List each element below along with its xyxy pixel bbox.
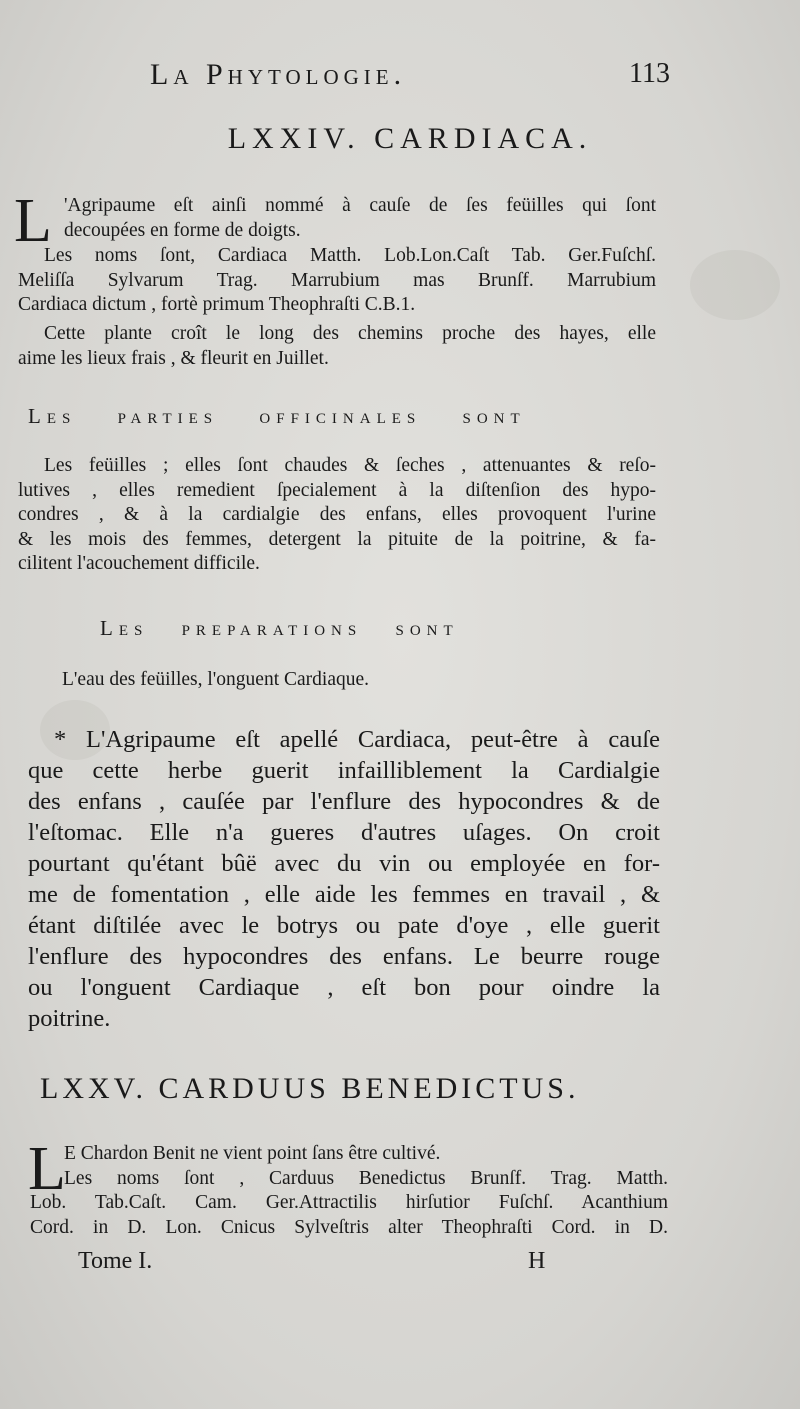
text-line: Cord. in D. Lon. Cnicus Sylveſtris alter Theophraſti Cord. in D. xyxy=(30,1216,668,1238)
preparations-line: L'eau des feüilles, l'onguent Cardiaque. xyxy=(62,669,370,690)
text-line: * L'Agripaume eſt apellé Cardiaca, peut-être à cauſe xyxy=(54,726,660,753)
paper-stain xyxy=(690,250,780,320)
volume-footer: Tome I. xyxy=(78,1248,153,1274)
text-line: pourtant qu'étant bûë avec du vin ou employée en for- xyxy=(28,850,660,877)
text-line: me de fomentation , elle aide les femmes en travail , & xyxy=(28,881,660,908)
text-line: l'enflure des hypocondres des enfans. Le beurre rouge xyxy=(28,943,660,970)
text-line: que cette herbe guerit infailliblement la Cardialgie xyxy=(28,757,660,784)
text-line: decoupées en forme de doigts. xyxy=(64,219,301,241)
text-line: Meliſſa Sylvarum Trag. Marrubium mas Brunſf. Marrubium xyxy=(18,269,656,291)
carduus-paragraph-cont xyxy=(30,1191,668,1240)
noms-paragraph xyxy=(18,244,656,318)
text-line: 'Agripaume eſt ainſi nommé à cauſe de ſes feüilles qui ſont xyxy=(64,195,656,216)
page-number: 113 xyxy=(629,58,670,89)
text-line: Les noms ſont, Cardiaca Matth. Lob.Lon.Caſt Tab. Ger.Fuſchſ. xyxy=(44,245,656,266)
text-line: ou l'onguent Cardiaque , eſt bon pour oindre la xyxy=(28,974,660,1001)
text-line: l'eſtomac. Elle n'a gueres d'autres uſages. On croit xyxy=(28,819,660,846)
text-line: poitrine. xyxy=(28,1005,111,1032)
text-line: condres , & à la cardialgie des enfans, elles provoquent l'urine xyxy=(18,504,656,525)
text-line: Lob. Tab.Caſt. Cam. Ger.Attractilis hirſutior Fuſchſ. Acanthium xyxy=(30,1192,668,1213)
text-line: étant diſtilée avec le botrys ou pate d'oye , elle guerit xyxy=(28,912,660,939)
section-title-cardiaca: LXXIV. CARDIACA. xyxy=(227,122,593,155)
habitat-paragraph xyxy=(18,322,656,371)
text-line: Les feüilles ; elles ſont chaudes & ſeches , attenuantes & reſo- xyxy=(44,455,656,476)
note-paragraph xyxy=(28,724,660,1034)
text-line: cilitent l'acouchement difficile. xyxy=(18,553,260,574)
text-line: des enfans , cauſée par l'enflure des hypocondres & de xyxy=(28,788,660,815)
running-head xyxy=(150,58,670,98)
text-line: Cardiaca dictum , fortè primum Theophraſti C.B.1. xyxy=(18,294,416,315)
text-line: aime les lieux frais , & fleurit en Juillet. xyxy=(18,347,329,369)
drop-cap: L xyxy=(28,1135,66,1203)
text-line: Cette plante croît le long des chemins proche des hayes, elle xyxy=(44,323,656,344)
running-title: La Phytologie. xyxy=(150,58,407,91)
intro-paragraph xyxy=(64,194,656,243)
text-line: E Chardon Benit ne vient point ſans être cultivé. xyxy=(64,1143,441,1164)
carduus-paragraph xyxy=(64,1142,668,1191)
section-title-carduus: LXXV. CARDUUS BENEDICTUS. xyxy=(40,1072,580,1105)
drop-cap: L xyxy=(14,187,52,255)
officinales-heading: Les parties officinales sont xyxy=(28,404,526,428)
text-line: lutives , elles remedient ſpecialement à la diſtenſion des hypo- xyxy=(18,479,656,501)
signature-mark: H xyxy=(528,1248,546,1274)
officinales-paragraph xyxy=(18,454,656,577)
text-line: & les mois des femmes, detergent la pituite de la poitrine, & fa- xyxy=(18,528,656,550)
text-line: Les noms ſont , Carduus Benedictus Brunſf. Trag. Matth. xyxy=(64,1167,668,1189)
preparations-heading: Les preparations sont xyxy=(100,616,459,640)
